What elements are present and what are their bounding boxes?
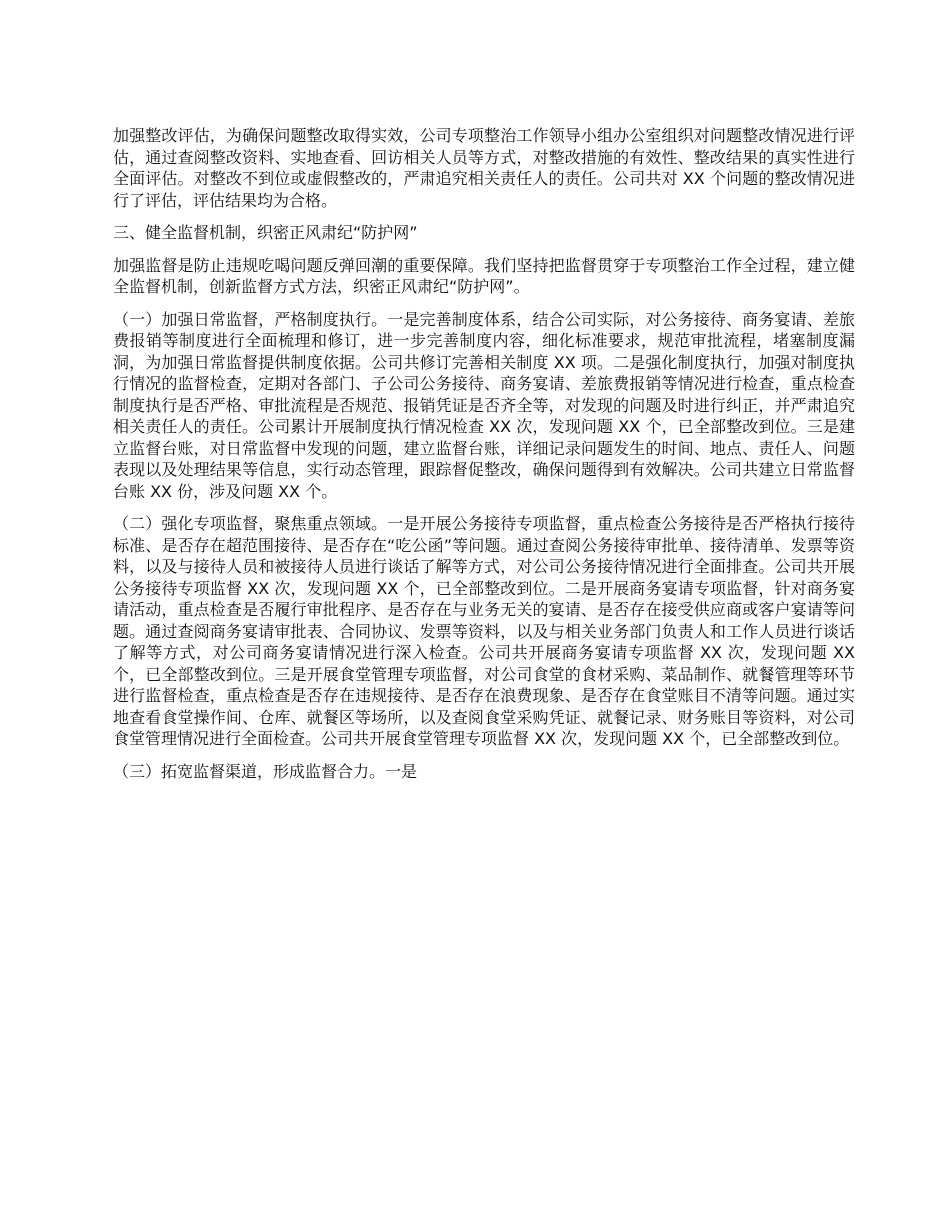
section-heading-supervision: 三、健全监督机制，织密正风肃纪“防护网” [113,223,418,242]
paragraph-supervision-channels: （三）拓宽监督渠道，形成监督合力。一是 [113,761,418,781]
paragraph-supervision-intro: 加强监督是防止违规吃喝问题反弹回潮的重要保障。我们坚持把监督贯穿于专项整治工作全过程，建立健全监督机制，创新监督方式方法，织密正风肃纪“防护网”。 [113,255,855,296]
document-page [113,125,855,793]
paragraph-rectification-assessment: 加强整改评估，为确保问题整改取得实效，公司专项整治工作领导小组办公室组织对问题整改情况进行评估，通过查阅整改资料、实地查看、回访相关人员等方式，对整改措施的有效性、整改结果的真实性进行全面评估。对整改不到位或虚假整改的，严肃追究相关责任人的责任。公司共对 XX 个问题的整改情况进行了评估，评估结果均为合格。 [113,126,855,210]
paragraph-daily-supervision: （一）加强日常监督，严格制度执行。一是完善制度体系，结合公司实际，对公务接待、商务宴请、差旅费报销等制度进行全面梳理和修订，进一步完善制度内容，细化标准要求，规范审批流程，堵塞制度漏洞，为加强日常监督提供制度依据。公司共修订完善相关制度 XX 项。二是强化制度执行，加强对制度执行情况的监督检查，定期对各部门、子公司公务接待、商务宴请、差旅费报销等情况进行检查，重点检查制度执行是否严格、审批流程是否规范、报销凭证是否齐全等，对发现的问题及时进行纠正，并严肃追究相关责任人的责任。公司累计开展制度执行情况检查 XX 次，发现问题 XX 个，已全部整改到位。三是建立监督台账，对日常监督中发现的问题，建立监督台账，详细记录问题发生的时间、地点、责任人、问题表现以及处理结果等信息，实行动态管理，跟踪督促整改，确保问题得到有效解决。公司共建立日常监督台账 XX 份，涉及问题 XX 个。 [113,309,855,501]
paragraph-special-supervision: （二）强化专项监督，聚焦重点领域。一是开展公务接待专项监督，重点检查公务接待是否严格执行接待标准、是否存在超范围接待、是否存在“吃公函”等问题。通过查阅公务接待审批单、接待清单、发票等资料，以及与接待人员和被接待人员进行谈话了解等方式，对公司公务接待情况进行全面排查。公司共开展公务接待专项监督 XX 次，发现问题 XX 个，已全部整改到位。二是开展商务宴请专项监督，针对商务宴请活动，重点检查是否履行审批程序、是否存在与业务无关的宴请、是否存在接受供应商或客户宴请等问题。通过查阅商务宴请审批表、合同协议、发票等资料，以及与相关业务部门负责人和工作人员进行谈话了解等方式，对公司商务宴请情况进行深入检查。公司共开展商务宴请专项监督 XX 次，发现问题 XX 个，已全部整改到位。三是开展食堂管理专项监督，对公司食堂的食材采购、菜品制作、就餐管理等环节进行监督检查，重点检查是否存在违规接待、是否存在浪费现象、是否存在食堂账目不清等问题。通过实地查看食堂操作间、仓库、就餐区等场所，以及查阅食堂采购凭证、就餐记录、财务账目等资料，对公司食堂管理情况进行全面检查。公司共开展食堂管理专项监督 XX 次，发现问题 XX 个，已全部整改到位。 [113,514,855,748]
